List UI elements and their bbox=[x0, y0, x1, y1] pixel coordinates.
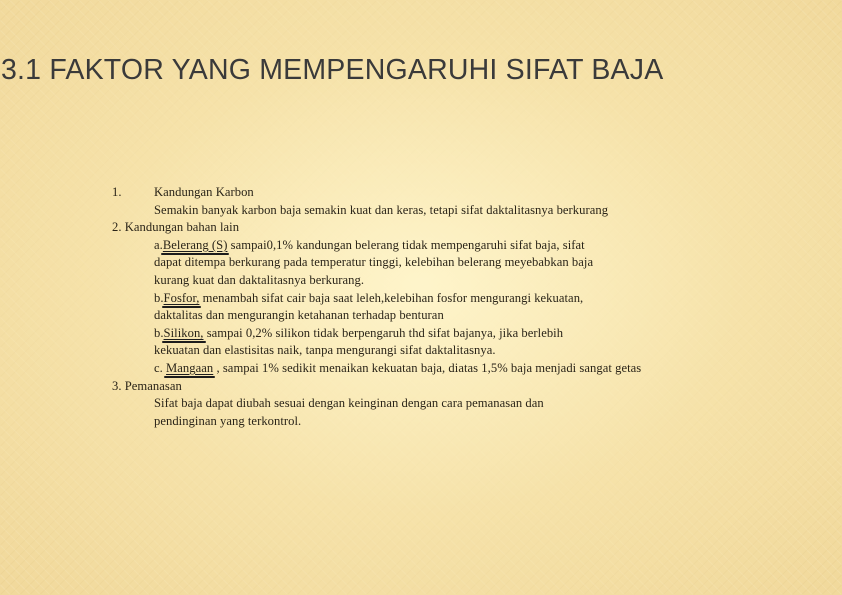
item3-body2: pendinginan yang terkontrol. bbox=[154, 413, 302, 428]
sub-a-term: Belerang (S) bbox=[162, 237, 228, 252]
sub-b2-prefix: b. bbox=[154, 325, 164, 340]
sub-b1-term: Fosfor, bbox=[163, 290, 200, 305]
sub-a-prefix: a. bbox=[154, 237, 163, 252]
sub-b1-prefix: b. bbox=[154, 290, 164, 305]
sub-a-cont1: dapat ditempa berkurang pada temperatur tinggi, kelebihan belerang meyebabkan baja bbox=[154, 255, 594, 270]
item3-heading: 3. Pemanasan bbox=[112, 378, 182, 393]
sub-b2-text: sampai 0,2% silikon tidak berpengaruh thd sifat bajanya, jika berlebih bbox=[203, 325, 564, 340]
slide-content bbox=[112, 184, 812, 430]
item2-sub-a bbox=[112, 237, 812, 255]
sub-a-cont2: kurang kuat dan daktalitasnya berkurang. bbox=[154, 272, 365, 287]
item1-body: Semakin banyak karbon baja semakin kuat dan keras, tetapi sifat daktalitasnya berkurang bbox=[154, 202, 609, 217]
slide-title: 3.1 FAKTOR YANG MEMPENGARUHI SIFAT BAJA bbox=[1, 54, 664, 86]
sub-c-prefix: c. bbox=[154, 360, 167, 375]
sub-b1-cont1: daktalitas dan mengurangin ketahanan terhadap benturan bbox=[154, 308, 444, 323]
sub-b1-text: menambah sifat cair baja saat leleh,kelebihan fosfor mengurangi kekuatan, bbox=[199, 290, 584, 305]
item1-number: 1. bbox=[112, 185, 122, 199]
item1-heading: Kandungan Karbon bbox=[154, 185, 254, 199]
item2-sub-b2 bbox=[112, 325, 812, 343]
item2-heading: 2. Kandungan bahan lain bbox=[112, 220, 240, 235]
sub-b2-cont1: kekuatan dan elastisitas naik, tanpa mengurangi sifat daktalitasnya. bbox=[154, 343, 496, 358]
sub-c-text: , sampai 1% sedikit menaikan kekuatan baja, diatas 1,5% baja menjadi sangat getas bbox=[213, 360, 642, 375]
sub-a-text: sampai0,1% kandungan belerang tidak mempengaruhi sifat baja, sifat bbox=[227, 237, 585, 252]
sub-c-term: Mangaan bbox=[166, 360, 214, 375]
item3-body1: Sifat baja dapat diubah sesuai dengan keinginan dengan cara pemanasan dan bbox=[154, 396, 544, 411]
sub-b2-term: Silikon, bbox=[163, 325, 204, 340]
item2-sub-b1 bbox=[112, 290, 812, 308]
item2-sub-c bbox=[112, 360, 812, 378]
item1-heading-line bbox=[112, 184, 812, 202]
